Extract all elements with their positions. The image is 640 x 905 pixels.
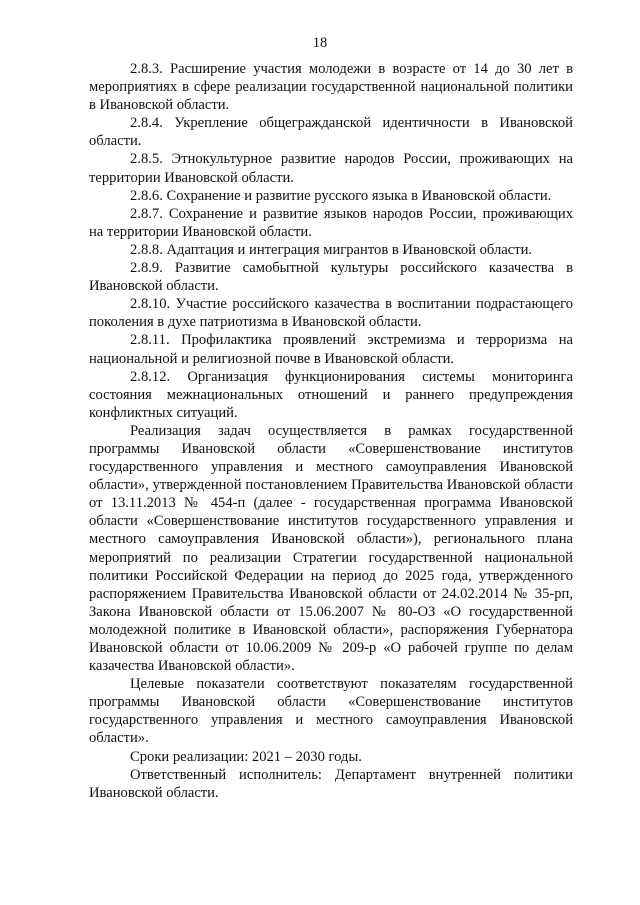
paragraph-2-8-7: 2.8.7. Сохранение и развитие языков народов России, проживающих на территории Ивановской области. bbox=[89, 205, 573, 240]
paragraph-2-8-3: 2.8.3. Расширение участия молодежи в возрасте от 14 до 30 лет в мероприятиях в сфере реализации государственной национальной политики в Ивановской области. bbox=[89, 61, 573, 114]
paragraph-2-8-12: 2.8.12. Организация функционирования системы мониторинга состояния межнациональных отношений и раннего предупреждения конфликтных ситуаций. bbox=[89, 368, 573, 421]
paragraph-2-8-10: 2.8.10. Участие российского казачества в воспитании подрастающего поколения в духе патриотизма в Ивановской области. bbox=[89, 296, 573, 331]
paragraph-implementation-period: Сроки реализации: 2021 – 2030 годы. bbox=[130, 748, 362, 765]
page-number: 18 bbox=[312, 35, 328, 51]
paragraph-2-8-11: 2.8.11. Профилактика проявлений экстремизма и терроризма на национальной и религиозной почве в Ивановской области. bbox=[89, 332, 573, 367]
paragraph-2-8-9: 2.8.9. Развитие самобытной культуры российского казачества в Ивановской области. bbox=[89, 260, 573, 295]
paragraph-implementation: Реализация задач осуществляется в рамках государственной программы Ивановской области «Совершенствование институтов государственного управления и местного самоуправления Ивановской области», утвержденной постановлением Правительства Ивановской области от 13.11.2013 № 454-п (далее - государственная программа Ивановской области «Совершенствование институтов государственного управления и местного самоуправления Ивановской области»), регионального плана мероприятий по реализации Стратегии государственной национальной политики Российской Федерации на период до 2025 года, утвержденного распоряжением Правительства Ивановской области от 24.02.2014 № 35-рп, Закона Ивановской области от 15.06.2007 № 80-ОЗ «О государственной молодежной политике в Ивановской области», распоряжения Губернатора Ивановской области от 10.06.2009 № 209-р «О рабочей группе по делам казачества Ивановской области». bbox=[89, 422, 573, 675]
paragraph-2-8-5: 2.8.5. Этнокультурное развитие народов России, проживающих на территории Ивановской области. bbox=[89, 151, 573, 186]
paragraph-responsible-executor: Ответственный исполнитель: Департамент внутренней политики Ивановской области. bbox=[89, 766, 573, 801]
paragraph-2-8-6: 2.8.6. Сохранение и развитие русского языка в Ивановской области. bbox=[130, 187, 552, 204]
body-text bbox=[89, 60, 573, 802]
paragraph-2-8-8: 2.8.8. Адаптация и интеграция мигрантов в Ивановской области. bbox=[130, 241, 533, 258]
paragraph-target-indicators: Целевые показатели соответствуют показателям государственной программы Ивановской области «Совершенствование институтов государственного управления и местного самоуправления Ивановской области». bbox=[89, 676, 573, 747]
paragraph-2-8-4: 2.8.4. Укрепление общегражданской идентичности в Ивановской области. bbox=[89, 115, 573, 150]
